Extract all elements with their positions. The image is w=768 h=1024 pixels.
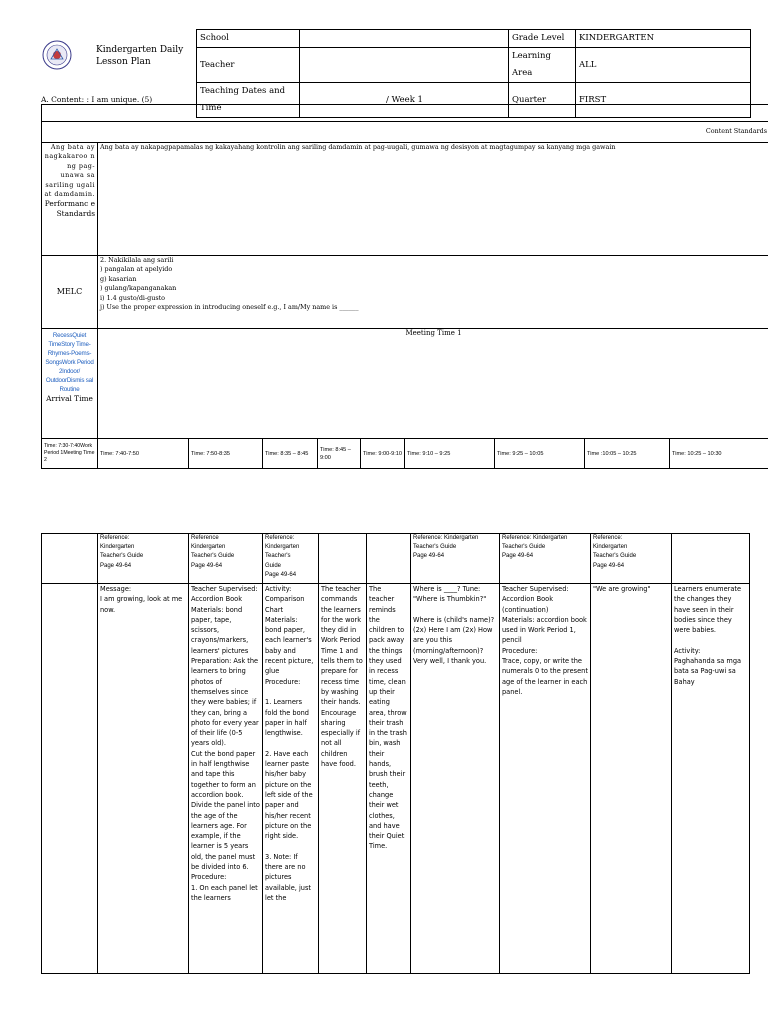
time-cell: Time: 9:00-9:10 xyxy=(361,439,405,469)
meeting-time-heading: Meeting Time 1 xyxy=(98,329,768,439)
activity-cell: The teacher commands the learners for the work they did in Work Period Time 1 and tells them to prepare for recess time by washing their hands. Encourage sharing especially if not all children have food. xyxy=(319,584,367,974)
performance-standards-label xyxy=(42,143,98,256)
blank-header-row xyxy=(42,105,768,122)
learning-area-value: ALL xyxy=(576,48,751,83)
time-cell: Time: 9:10 – 9:25 xyxy=(405,439,495,469)
time-cell: Time :10:05 – 10:25 xyxy=(585,439,670,469)
melc-line: g) kasarian xyxy=(100,274,137,283)
content-standards-heading: Content Standards xyxy=(42,122,768,143)
dates-value: / Week 1 xyxy=(300,83,509,118)
activity-cell: Teacher Supervised: Accordion Book Materials: bond paper, tape, scissors, crayons/markers, learners' pictures Preparation: Ask the learners to bring photos of themselves since they were babies; if they can, bring a photo for every year of their life (0-5 years old). Cut the bond paper in half lengthwise and tape this together to form an accordion book. Divide the panel into the age of the learners age. For example, if the learner is 5 years old, the panel must be divided into 6. Procedure: 1. On each panel let the learners xyxy=(189,584,263,974)
teacher-value[interactable] xyxy=(300,48,509,83)
activity-cell xyxy=(42,584,98,974)
grade-level-value: KINDERGARTEN xyxy=(576,30,751,48)
activity-cell: Teacher Supervised: Accordion Book (continuation) Materials: accordion book used in Work Period 1, pencil Procedure: Trace, copy, or write the numerals 0 to the present age of the learner in each panel. xyxy=(500,584,591,974)
document-title xyxy=(96,44,183,68)
reference-cell: Reference: Kindergarten Teacher's Guide Page 49-64 xyxy=(98,534,189,584)
schedule-label-cell xyxy=(42,329,98,439)
school-label: School xyxy=(197,30,300,48)
melc-label: MELC xyxy=(42,256,98,329)
activity-cell: Where is ____? Tune: "Where is Thumbkin?" Where is (child's name)? (2x) Here I am (2x) How are you this (morning/afternoon)? Very well, I thank you. xyxy=(411,584,500,974)
deped-seal-logo xyxy=(42,40,72,70)
reference-cell: Reference: Kindergarten Teacher's Guide Page 49-64 xyxy=(500,534,591,584)
activity-cell: "We are growing" xyxy=(591,584,672,974)
school-value[interactable] xyxy=(300,30,509,48)
activity-cell: Activity: Comparison Chart Materials: bond paper, each learner's baby and recent picture, glue Procedure: 1. Learners fold the bond paper in half lengthwise. 2. Have each learner paste his/her baby picture on the left side of the paper and his/her recent picture on the right side. 3. Note: If there are no pictures available, just let the xyxy=(263,584,319,974)
performance-standards-text: Ang bata ay nakapagpapamalas ng kakayahang kontrolin ang sariling damdamin at pag-uugali, gumawa ng desisyon at magtagumpay sa kanyang mga gawain xyxy=(98,143,768,256)
grade-level-label: Grade Level xyxy=(509,30,576,48)
time-cell: Time: 8:35 – 8:45 xyxy=(263,439,318,469)
melc-list xyxy=(98,256,768,329)
time-cell: Time: 7:30-7:40Work Period 1Meeting Time 2 xyxy=(42,439,98,469)
quarter-value: FIRST xyxy=(576,83,751,118)
activities-table xyxy=(41,533,750,974)
schedule-routine-label: RecessQuiet TimeStory Time-Rhymes-Poems-SongsWork Period 2Indoor/ OutdoorDismis sal Routine xyxy=(45,332,94,393)
melc-line: ) gulang/kapanganakan xyxy=(100,284,177,293)
title-line-1: Kindergarten Daily xyxy=(96,45,184,55)
melc-line: 2. Nakikilala ang sarili xyxy=(100,256,174,264)
reference-cell xyxy=(367,534,411,584)
dates-label: Teaching Dates and Time xyxy=(197,83,300,118)
title-line-2: Lesson Plan xyxy=(96,57,151,67)
reference-cell xyxy=(42,534,98,584)
reference-cell xyxy=(672,534,750,584)
melc-line: j) Use the proper expression in introducing oneself e.g., I am/My name is ______ xyxy=(100,303,359,312)
understanding-label: Ang bata ay nagkakaroo n ng pag- unawa sa sariling ugali at damdamin. xyxy=(44,143,95,199)
reference-cell: Reference: Kindergarten Teacher's Guide Page 49-64 xyxy=(411,534,500,584)
teacher-label: Teacher xyxy=(197,48,300,83)
time-cell: Time: 7:50-8:35 xyxy=(189,439,263,469)
activity-cell: Learners enumerate the changes they have seen in their bodies since they were babies. Activity: Paghahanda sa mga bata sa Pag-uwi sa Bahay xyxy=(672,584,750,974)
learning-area-label: Learning Area xyxy=(509,48,576,83)
reference-cell: Reference Kindergarten Teacher's Guide Page 49-64 xyxy=(189,534,263,584)
activity-cell: Message: I am growing, look at me now. xyxy=(98,584,189,974)
reference-cell: Reference: Kindergarten Teacher's Guide Page 49-64 xyxy=(591,534,672,584)
melc-line: ) pangalan at apelyido xyxy=(100,265,173,274)
melc-line: i) 1.4 gusto/di-gusto xyxy=(100,293,166,302)
content-line: A. Content: : I am unique. (5) xyxy=(41,95,153,104)
reference-cell xyxy=(319,534,367,584)
standards-table xyxy=(41,104,768,469)
time-cell: Time: 8:45 – 9:00 xyxy=(318,439,361,469)
time-cell: Time: 10:25 – 10:30 xyxy=(670,439,768,469)
time-cell: Time: 7:40-7:50 xyxy=(98,439,189,469)
reference-cell: Reference: Kindergarten Teacher's Guide Page 49-64 xyxy=(263,534,319,584)
activity-cell: The teacher reminds the children to pack away the things they used in recess time, clean up their eating area, throw their trash in the trash bin, wash their hands, brush their teeth, change their wet clothes, and have their Quiet Time. xyxy=(367,584,411,974)
time-cell: Time: 9:25 – 10:05 xyxy=(495,439,585,469)
performance-standards-heading: Performanc e Standards xyxy=(44,199,95,218)
quarter-label: Quarter xyxy=(509,83,576,118)
arrival-time-label: Arrival Time xyxy=(46,394,93,403)
